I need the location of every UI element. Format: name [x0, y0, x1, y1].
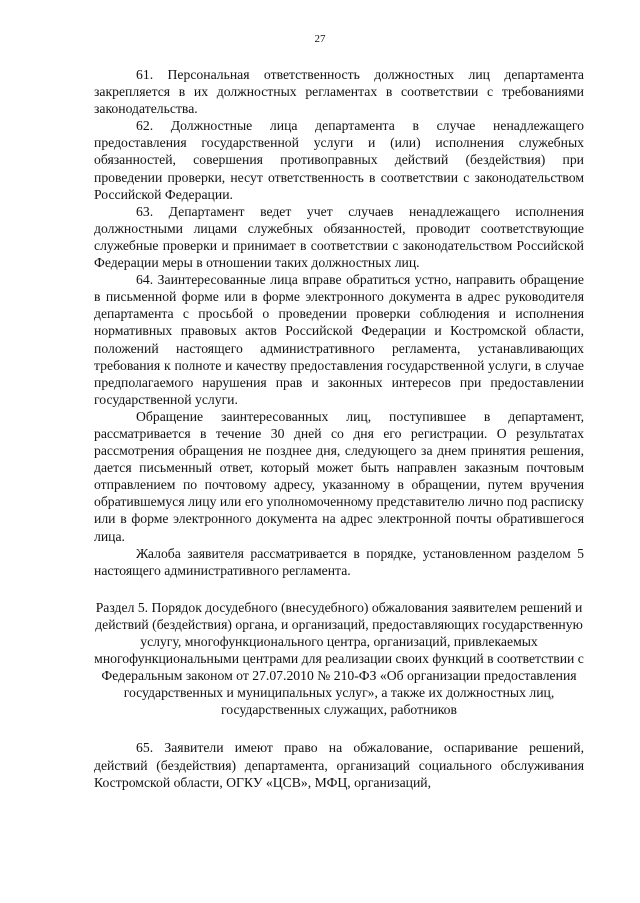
paragraph-62: 62. Должностные лица департамента в случае ненадлежащего предоставления государственной услуги и (или) исполнения служебных обязанностей, совершения противоправных действий (бездействия) при проведении проверки, несут ответственность в соответствии с законодательством Российской Федерации. [94, 118, 584, 202]
page-number: 27 [314, 33, 326, 45]
paragraph-61: 61. Персональная ответственность должностных лиц департамента закрепляется в их должностных регламентах в соответствии с требованиями законодательства. [94, 67, 584, 117]
paragraph-65: 65. Заявители имеют право на обжалование, оспаривание решений, действий (бездействия) департамента, организаций социального обслуживания Костромской области, ОГКУ «ЦСВ», МФЦ, организаций, [94, 740, 584, 790]
document-body [94, 66, 584, 791]
paragraph-63: 63. Департамент ведет учет случаев ненадлежащего исполнения должностными лицами служебных обязанностей, проводит соответствующие служебные проверки и принимает в соответствии с законодательством Российской Федерации меры в отношении таких должностных лиц. [94, 203, 584, 271]
paragraph-64: 64. Заинтересованные лица вправе обратиться устно, направить обращение в письменной форме или в форме электронного документа в адрес руководителя департамента с просьбой о проведении проверки соблюдения и исполнения нормативных правовых актов Российской Федерации и Костромской области, положений настоящего административного регламента, устанавливающих требования к полноте и качеству предоставления государственной услуги, в случае предполагаемого нарушения прав и законных интересов при предоставлении государственной услуги. [94, 272, 584, 407]
section-5-heading: Раздел 5. Порядок досудебного (внесудебного) обжалования заявителем решений и действий (бездействия) органа, и организаций, предоставляющих государственную услугу, многофункционального центра, организаций, привлекаемых многофункциональными центрами для реализации своих функций в соответствии с Федеральным законом от 27.07.2010 № 210-ФЗ «Об организации предоставления государственных и муниципальных услуг», а также их должностных лиц, государственных служащих, работников [94, 599, 584, 718]
paragraph-64-complaint: Жалоба заявителя рассматривается в порядке, установленном разделом 5 настоящего административного регламента. [94, 545, 584, 578]
paragraph-64-review-term: Обращение заинтересованных лиц, поступившее в департамент, рассматривается в течение 30 дней со дня его регистрации. О результатах рассмотрения обращения не позднее дня, следующего за днем принятия решения, дается письменный ответ, который может быть направлен заказным почтовым отправлением по почтовому адресу, указанному в обращении, путем вручения обратившемуся лицу или его уполномоченному представителю лично под расписку или в форме электронного документа на адрес электронной почты обратившегося лица. [94, 408, 584, 544]
